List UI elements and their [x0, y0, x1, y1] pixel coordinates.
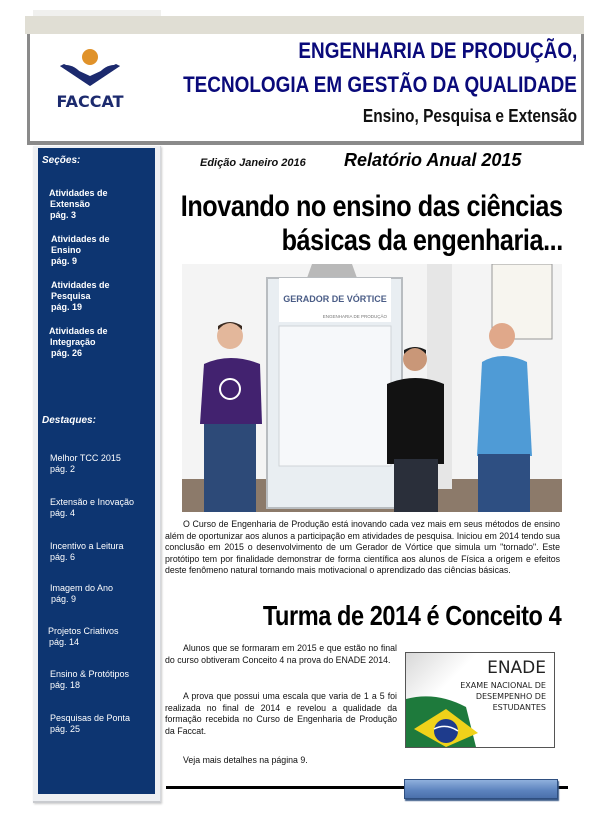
highlight-item-projetos-criativos[interactable]: [48, 626, 119, 648]
report-title: Relatório Anual 2015: [344, 150, 522, 170]
enade-title: ENADE: [487, 658, 546, 678]
highlight-page: pág. 9: [51, 594, 77, 604]
masthead-title-line1: ENGENHARIA DE PRODUÇÃO,: [298, 38, 577, 63]
highlight-item-pesquisas-ponta[interactable]: [50, 713, 130, 735]
sidebar: [38, 148, 155, 794]
section2-paragraph-1: Alunos que se formaram em 2015 e que estão no final do curso obtiveram Conceito 4 na prova do ENADE 2014.: [165, 643, 397, 665]
highlight-item-ensino-prototipos[interactable]: [50, 669, 129, 691]
sidebar-item-page: pág. 19: [51, 302, 83, 312]
sidebar-item-integracao[interactable]: [49, 326, 108, 359]
sidebar-item-page: pág. 9: [51, 256, 78, 266]
sidebar-item-label: Atividades de: [49, 188, 108, 198]
edition-label: Edição Janeiro 2016: [200, 157, 306, 169]
sidebar-item-label: Extensão: [50, 199, 91, 209]
sidebar-item-page: pág. 3: [50, 210, 77, 220]
highlight-page: pág. 4: [50, 508, 76, 518]
highlight-item-extensao-inovacao[interactable]: [50, 497, 134, 519]
sidebar-item-label: Atividades de: [51, 280, 110, 290]
sections-heading: Seções:: [42, 155, 81, 166]
headline-line1: Inovando no ensino das ciências: [181, 190, 563, 223]
sidebar-item-extensao[interactable]: [49, 188, 108, 221]
section2-title: Turma de 2014 é Conceito 4: [262, 600, 561, 631]
highlight-page: pág. 18: [50, 680, 81, 690]
photo-illustration: [182, 264, 562, 512]
masthead: [27, 34, 584, 145]
highlight-page: pág. 2: [50, 464, 76, 474]
sidebar-item-label: Pesquisa: [51, 291, 91, 301]
faccat-emblem-icon: [58, 48, 122, 92]
highlight-title: Extensão e Inovação: [50, 497, 135, 507]
enade-subtitle: EXAME NACIONAL DE DESEMPENHO DE ESTUDANTES: [460, 681, 546, 712]
highlight-page: pág. 25: [50, 724, 81, 734]
sidebar-item-label: Integração: [50, 337, 96, 347]
sidebar-item-label: Atividades de: [51, 234, 110, 244]
highlight-item-incentivo-leitura[interactable]: [50, 541, 124, 563]
sign-subtitle: ENGENHARIA DE PRODUÇÃO: [322, 314, 387, 319]
sidebar-item-page: pág. 26: [51, 348, 83, 358]
sidebar-item-label: Ensino: [51, 245, 82, 255]
highlight-page: pág. 14: [49, 637, 80, 647]
sign-title: GERADOR DE VÓRTICE: [283, 294, 387, 304]
enade-logo: [405, 652, 555, 748]
highlight-title: Incentivo a Leitura: [50, 541, 124, 551]
faccat-logo: [50, 48, 130, 118]
article-body: O Curso de Engenharia de Produção está inovando cada vez mais em seus métodos de ensino além de oportunizar aos alunos a participação em atividades de pesquisa. Iniciou em 2014 tendo sua conclusão em 2015 o desenvolvimento de um Gerador de Vórtice que simula um "tornado". Este protótipo tem por finalidade demonstrar de forma científica aos alunos de Física a origem e efeitos deste fenômeno natural tornando mais motivacional o aprendizado das ciências básicas.: [165, 519, 560, 575]
highlight-title: Melhor TCC 2015: [50, 453, 121, 463]
highlight-title: Projetos Criativos: [48, 626, 119, 636]
highlight-item-imagem-ano[interactable]: [50, 583, 113, 605]
sidebar-item-pesquisa[interactable]: [51, 280, 110, 313]
logo-text: FACCAT: [56, 92, 124, 111]
highlights-heading: Destaques:: [42, 415, 96, 426]
highlight-title: Pesquisas de Ponta: [50, 713, 131, 723]
highlight-title: Ensino & Protótipos: [50, 669, 130, 679]
header-top-bar: [25, 16, 584, 34]
sidebar-item-label: Atividades de: [49, 326, 108, 336]
section2-paragraph-2: A prova que possui uma escala que varia de 1 a 5 foi realizada no final de 2014 e revelou a qualidade da formação recebida no Curso de Engenharia de Produção da Faccat.: [165, 691, 397, 736]
footer-decorative-bar: [404, 779, 558, 799]
highlight-item-melhor-tcc[interactable]: [50, 453, 121, 475]
highlight-title: Imagem do Ano: [50, 583, 114, 593]
sidebar-item-ensino[interactable]: [51, 234, 110, 267]
highlight-page: pág. 6: [50, 552, 76, 562]
headline-line2: básicas da engenharia...: [281, 224, 563, 257]
masthead-title-line2: TECNOLOGIA EM GESTÃO DA QUALIDADE: [183, 72, 577, 97]
section2-paragraph-3: Veja mais detalhes na página 9.: [183, 755, 308, 765]
vortex-generator-photo: [182, 264, 562, 512]
masthead-subtitle: Ensino, Pesquisa e Extensão: [362, 106, 577, 126]
